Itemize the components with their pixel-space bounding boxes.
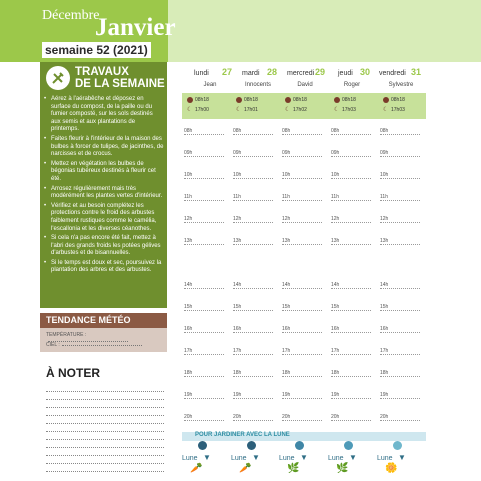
hour-label: 17h: [331, 348, 340, 354]
hour-slot-line[interactable]: [233, 222, 273, 223]
hour-slot-line[interactable]: [282, 222, 322, 223]
tip-item: • Mettez en végétation les bulbes de bégonias tubéreux destinés à fleurir cet été.: [44, 161, 164, 184]
hour-slot-line[interactable]: [331, 178, 371, 179]
hour-label: 19h: [331, 392, 340, 398]
sunrise-mardi: 08h18: [236, 97, 258, 103]
hour-slot-line[interactable]: [331, 200, 371, 201]
day-number: 31: [411, 67, 422, 77]
sunrise-jeudi: 08h18: [334, 97, 356, 103]
hour-slot-line[interactable]: [380, 376, 420, 377]
lune-label: Lune: [231, 455, 247, 462]
hour-label: 18h: [331, 370, 340, 376]
tip-item: • Aérez à l'aérabêche et déposez en surface du compost, de la paille ou du fumier composté, sur les sols destinés aux semis et aux plantations de printemps.: [44, 96, 164, 134]
hour-label: 12h: [331, 216, 340, 222]
hour-label: 18h: [184, 370, 193, 376]
hour-label: 10h: [233, 172, 242, 178]
hour-slot-line[interactable]: [282, 244, 322, 245]
travaux-title-line2: DE LA SEMAINE: [75, 78, 165, 90]
hour-slot-line[interactable]: [184, 398, 224, 399]
lune-label: Lune: [328, 455, 344, 462]
note-line[interactable]: [46, 384, 164, 392]
hour-slot-line[interactable]: [184, 354, 224, 355]
hour-slot-line[interactable]: [331, 244, 371, 245]
hour-slot-line[interactable]: [184, 178, 224, 179]
plant-icon: 🌿: [287, 463, 300, 474]
hour-slot-line[interactable]: [233, 288, 273, 289]
sunrise-icon: [334, 97, 340, 103]
hour-slot-line[interactable]: [331, 156, 371, 157]
hour-label: 12h: [233, 216, 242, 222]
hour-slot-line[interactable]: [380, 420, 420, 421]
hour-slot-line[interactable]: [380, 310, 420, 311]
hour-label: 19h: [184, 392, 193, 398]
sunrise-mercredi: 08h18: [285, 97, 307, 103]
day-number: 30: [360, 67, 371, 77]
hour-slot-line[interactable]: [380, 398, 420, 399]
garden-tools-icon: [46, 66, 70, 90]
hour-label: 11h: [282, 194, 290, 200]
moon-icon: ☾: [285, 107, 291, 113]
hour-label: 13h: [233, 238, 242, 244]
hour-label: 14h: [331, 282, 340, 288]
hour-slot-line[interactable]: [233, 244, 273, 245]
hour-label: 16h: [233, 326, 242, 332]
hour-label: 09h: [380, 150, 389, 156]
lune-item-jeudi: [328, 441, 368, 477]
hour-label: 10h: [331, 172, 340, 178]
hour-label: 09h: [331, 150, 340, 156]
hour-label: 12h: [380, 216, 389, 222]
hour-label: 09h: [184, 150, 193, 156]
hour-label: 09h: [282, 150, 291, 156]
hour-label: 10h: [184, 172, 193, 178]
hour-slot-line[interactable]: [184, 244, 224, 245]
travaux-title-line1: TRAVAUX: [75, 66, 129, 78]
day-saint: Roger: [343, 82, 361, 88]
ciel-line[interactable]: [46, 342, 142, 348]
hour-slot-line[interactable]: [282, 200, 322, 201]
plant-icon: 🌿: [336, 463, 349, 474]
hour-label: 10h: [380, 172, 389, 178]
note-line[interactable]: [46, 440, 164, 448]
day-name: vendredi: [379, 70, 406, 77]
carrot-icon: 🥕: [190, 463, 203, 474]
current-month-label: Janvier: [95, 14, 176, 41]
hour-slot-line[interactable]: [380, 332, 420, 333]
hour-slot-line[interactable]: [233, 310, 273, 311]
sunset-lundi: ☾ 17h00: [187, 107, 209, 113]
arrow-down-icon: ▼: [398, 453, 406, 462]
moon-icon: ☾: [334, 107, 340, 113]
hour-slot-line[interactable]: [331, 134, 371, 135]
hour-slot-line[interactable]: [331, 332, 371, 333]
hour-label: 15h: [233, 304, 242, 310]
hour-label: 08h: [233, 128, 242, 134]
hour-label: 11h: [331, 194, 339, 200]
lune-item-mercredi: [279, 441, 319, 477]
hour-label: 13h: [184, 238, 193, 244]
day-header-vendredi: [379, 67, 427, 92]
previous-month-label: Décembre: [42, 8, 100, 23]
hour-label: 13h: [331, 238, 340, 244]
hour-slot-line[interactable]: [282, 288, 322, 289]
hour-label: 17h: [380, 348, 389, 354]
hour-label: 08h: [380, 128, 389, 134]
hour-label: 08h: [282, 128, 291, 134]
hour-slot-line[interactable]: [380, 178, 420, 179]
hour-label: 18h: [233, 370, 242, 376]
day-name: mardi: [242, 70, 260, 77]
hour-label: 20h: [282, 414, 291, 420]
sunset-mercredi: ☾ 17h02: [285, 107, 307, 113]
hour-label: 15h: [184, 304, 193, 310]
tip-item: • Arrosez régulièrement mais très modérément les plantes vertes d'intérieur.: [44, 186, 164, 201]
day-saint: Jean: [203, 82, 217, 88]
lune-label: Lune: [377, 455, 393, 462]
moon-icon: ☾: [236, 107, 242, 113]
sunrise-icon: [285, 97, 291, 103]
note-line[interactable]: [46, 432, 164, 440]
hour-slot-line[interactable]: [233, 178, 273, 179]
hour-label: 18h: [380, 370, 389, 376]
moon-phase-icon: [198, 441, 207, 450]
sunset-mardi: ☾ 17h01: [236, 107, 258, 113]
hour-slot-line[interactable]: [331, 376, 371, 377]
hour-slot-line[interactable]: [233, 332, 273, 333]
hour-slot-line[interactable]: [380, 156, 420, 157]
hour-slot-line[interactable]: [184, 222, 224, 223]
hour-label: 17h: [282, 348, 291, 354]
hour-label: 16h: [331, 326, 340, 332]
hour-slot-line[interactable]: [380, 288, 420, 289]
hour-label: 20h: [331, 414, 340, 420]
day-number: 29: [315, 67, 326, 77]
hour-slot-line[interactable]: [233, 376, 273, 377]
hour-slot-line[interactable]: [331, 398, 371, 399]
sunrise-vendredi: 08h18: [383, 97, 405, 103]
hour-label: 09h: [233, 150, 242, 156]
sunrise-icon: [383, 97, 389, 103]
hour-slot-line[interactable]: [233, 354, 273, 355]
day-header-mardi: [242, 67, 290, 92]
hour-label: 19h: [233, 392, 242, 398]
day-saint: Innocents: [244, 82, 272, 88]
sunset-vendredi: ☾ 17h03: [383, 107, 405, 113]
moon-icon: ☾: [383, 107, 389, 113]
hour-slot-line[interactable]: [184, 332, 224, 333]
week-label: semaine 52 (2021): [42, 42, 151, 58]
hour-label: 17h: [184, 348, 193, 354]
hour-slot-line[interactable]: [184, 376, 224, 377]
note-line[interactable]: [46, 400, 164, 408]
page-header: [0, 0, 481, 71]
hour-slot-line[interactable]: [380, 134, 420, 135]
hour-slot-line[interactable]: [282, 332, 322, 333]
hour-label: 08h: [184, 128, 193, 134]
note-line[interactable]: [46, 456, 164, 464]
day-saint: Sylvestre: [388, 82, 414, 88]
hour-label: 14h: [184, 282, 193, 288]
sunset-jeudi: ☾ 17h03: [334, 107, 356, 113]
hour-slot-line[interactable]: [380, 200, 420, 201]
hour-slot-line[interactable]: [233, 156, 273, 157]
day-name: jeudi: [338, 70, 353, 77]
lune-item-mardi: [231, 441, 271, 477]
hour-slot-line[interactable]: [282, 156, 322, 157]
lune-label: Lune: [182, 455, 198, 462]
travaux-tips-list: [44, 96, 164, 277]
day-header-lundi: [194, 67, 242, 92]
arrow-down-icon: ▼: [203, 453, 211, 462]
meteo-title: TENDANCE MÉTÉO: [40, 313, 167, 328]
hour-slot-line[interactable]: [282, 178, 322, 179]
hour-label: 20h: [184, 414, 193, 420]
carrot-icon: 🥕: [239, 463, 252, 474]
sunrise-icon: [236, 97, 242, 103]
day-number: 27: [222, 67, 233, 77]
hour-slot-line[interactable]: [233, 200, 273, 201]
hour-label: 16h: [380, 326, 389, 332]
hour-slot-line[interactable]: [282, 376, 322, 377]
note-line[interactable]: [46, 448, 164, 456]
hour-slot-line[interactable]: [282, 354, 322, 355]
ciel-label: CIEL :: [46, 342, 60, 348]
tip-item: • Faites fleurir à l'intérieur de la maison des bulbes à forcer de tulipes, de jacinthes, de narcisses et de crocus.: [44, 136, 164, 159]
hour-slot-line[interactable]: [282, 398, 322, 399]
hour-slot-line[interactable]: [380, 354, 420, 355]
hour-slot-line[interactable]: [331, 288, 371, 289]
hour-label: 11h: [184, 194, 192, 200]
hour-label: 14h: [233, 282, 242, 288]
tip-item: • Si le temps est doux et sec, poursuivez la plantation des arbres et des arbustes.: [44, 260, 164, 275]
hour-label: 13h: [282, 238, 291, 244]
hour-label: 10h: [282, 172, 291, 178]
hour-slot-line[interactable]: [184, 156, 224, 157]
hour-slot-line[interactable]: [184, 420, 224, 421]
day-saint: David: [297, 82, 313, 88]
hour-label: 12h: [184, 216, 193, 222]
arrow-down-icon: ▼: [300, 453, 308, 462]
hour-label: 12h: [282, 216, 291, 222]
moon-phase-icon: [344, 441, 353, 450]
hour-label: 15h: [282, 304, 291, 310]
hour-slot-line[interactable]: [233, 398, 273, 399]
lune-item-vendredi: [377, 441, 417, 477]
moon-phase-icon: [295, 441, 304, 450]
hour-label: 14h: [380, 282, 389, 288]
day-name: lundi: [194, 70, 209, 77]
day-number: 28: [267, 67, 278, 77]
hour-label: 08h: [331, 128, 340, 134]
hour-label: 14h: [282, 282, 291, 288]
day-header-mercredi: [287, 67, 335, 92]
lune-title: POUR JARDINER AVEC LA LUNE: [195, 432, 290, 438]
hour-slot-line[interactable]: [282, 420, 322, 421]
note-line[interactable]: [46, 416, 164, 424]
hour-slot-line[interactable]: [282, 310, 322, 311]
moon-phase-icon: [393, 441, 402, 450]
hour-label: 17h: [233, 348, 242, 354]
hour-slot-line[interactable]: [331, 310, 371, 311]
hour-label: 20h: [233, 414, 242, 420]
hour-slot-line[interactable]: [184, 134, 224, 135]
tip-item: • Vérifiez et au besoin complétez les protections contre le froid des arbustes faiblement rustiques comme le camélia, l'escallonia et les diverses céanothes.: [44, 203, 164, 233]
hour-slot-line[interactable]: [331, 222, 371, 223]
hour-label: 16h: [184, 326, 193, 332]
hour-slot-line[interactable]: [184, 288, 224, 289]
hour-label: 15h: [331, 304, 340, 310]
hour-label: 19h: [380, 392, 389, 398]
hour-label: 18h: [282, 370, 291, 376]
lune-item-lundi: [182, 441, 222, 477]
note-line[interactable]: [46, 464, 164, 472]
arrow-down-icon: ▼: [252, 453, 260, 462]
notes-lines[interactable]: [46, 384, 164, 472]
note-line[interactable]: [46, 392, 164, 400]
hour-slot-line[interactable]: [233, 134, 273, 135]
day-name: mercredi: [287, 70, 315, 77]
hour-slot-line[interactable]: [331, 420, 371, 421]
tip-item: • Si cela n'a pas encore été fait, mettez à l'abri des grands froids les potées gélives d'arbustes et de bisannuelles.: [44, 235, 164, 258]
header-band-right: [168, 0, 481, 62]
temperature-label: TEMPÉRATURE :: [46, 332, 87, 338]
arrow-down-icon: ▼: [349, 453, 357, 462]
meteo-box: [40, 328, 167, 352]
travaux-title: [75, 66, 165, 90]
hour-slot-line[interactable]: [282, 134, 322, 135]
hour-label: 13h: [380, 238, 389, 244]
note-line[interactable]: [46, 424, 164, 432]
hour-slot-line[interactable]: [184, 310, 224, 311]
hour-label: 11h: [233, 194, 241, 200]
lune-label: Lune: [279, 455, 295, 462]
hour-label: 16h: [282, 326, 291, 332]
notes-title: À NOTER: [46, 366, 100, 380]
moon-phase-icon: [247, 441, 256, 450]
hour-slot-line[interactable]: [331, 354, 371, 355]
hour-slot-line[interactable]: [184, 200, 224, 201]
note-line[interactable]: [46, 408, 164, 416]
hour-label: 15h: [380, 304, 389, 310]
hour-label: 19h: [282, 392, 291, 398]
hour-slot-line[interactable]: [233, 420, 273, 421]
hour-slot-line[interactable]: [380, 244, 420, 245]
flower-icon: 🌼: [385, 463, 398, 474]
sunrise-icon: [187, 97, 193, 103]
hour-label: 20h: [380, 414, 389, 420]
sunrise-lundi: 08h18: [187, 97, 209, 103]
hour-label: 11h: [380, 194, 388, 200]
hour-slot-line[interactable]: [380, 222, 420, 223]
moon-icon: ☾: [187, 107, 193, 113]
